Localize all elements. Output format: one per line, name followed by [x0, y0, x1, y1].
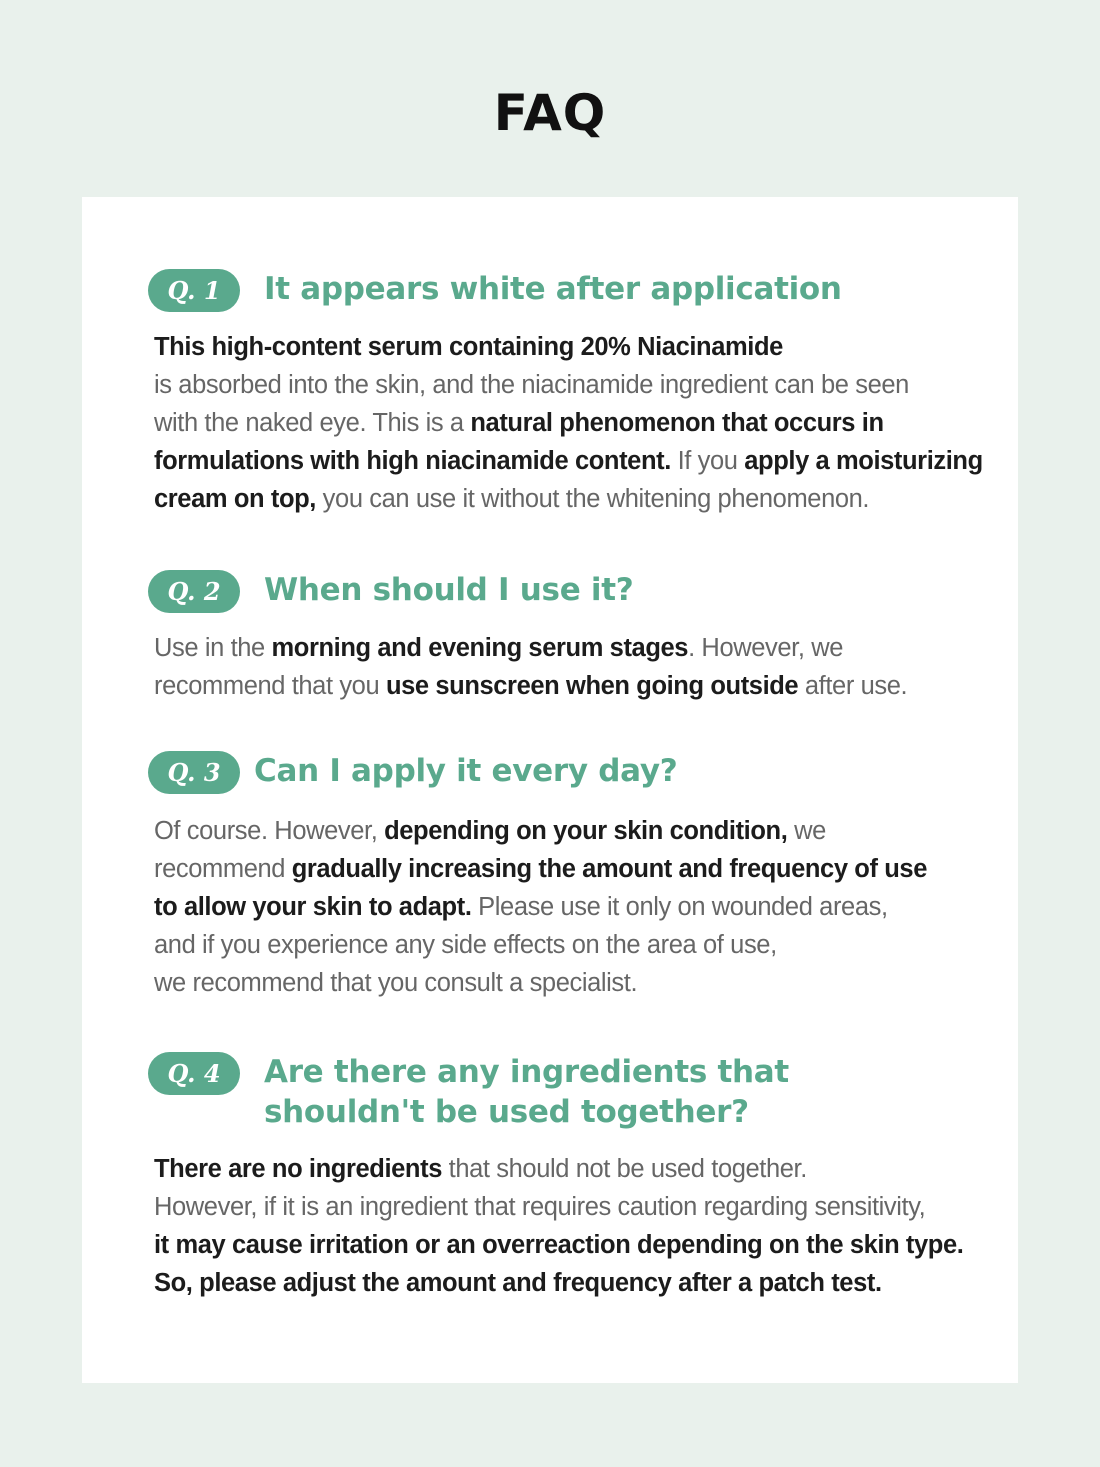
question-title: It appears white after application — [264, 271, 842, 307]
answer-emphasis: There are no ingredients — [154, 1155, 442, 1183]
answer-emphasis: apply a moisturizing — [744, 447, 983, 475]
question-title: Are there any ingredients that shouldn't be used together? — [264, 1054, 789, 1130]
answer-line — [154, 1264, 978, 1302]
answer-line — [154, 964, 978, 1002]
answer-emphasis: depending on your skin condition, — [384, 817, 788, 845]
question-badge: Q. 1 — [148, 269, 240, 312]
answer-line — [154, 366, 978, 404]
question-header — [148, 1052, 978, 1132]
answer-line — [154, 1226, 978, 1264]
faq-card — [82, 197, 1018, 1383]
answer-line — [154, 1150, 978, 1188]
answer-emphasis: formulations with high niacinamide content. — [154, 447, 671, 475]
answer-text — [154, 1150, 978, 1302]
answer-run: Use in the — [154, 634, 272, 662]
page-title: FAQ — [493, 84, 607, 142]
answer-line — [154, 442, 983, 480]
answer-text — [154, 629, 978, 705]
answer-run: after use. — [798, 672, 908, 700]
answer-emphasis: to allow your skin to adapt. — [154, 893, 472, 921]
faq-item-3 — [148, 751, 978, 1002]
answer-run: If you — [670, 447, 745, 475]
answer-line — [154, 404, 978, 442]
answer-emphasis: cream on top, — [154, 485, 316, 513]
answer-line — [154, 888, 978, 926]
answer-line — [154, 328, 978, 366]
question-badge: Q. 2 — [148, 570, 240, 613]
answer-run: you can use it without the whitening phenomenon. — [316, 485, 870, 513]
answer-emphasis: natural phenomenon that occurs in — [470, 409, 884, 437]
answer-run: we — [787, 817, 826, 845]
question-title: When should I use it? — [264, 572, 634, 608]
answer-line — [154, 480, 978, 518]
answer-line — [154, 629, 978, 667]
answer-emphasis: use sunscreen when going outside — [385, 672, 799, 700]
answer-line — [154, 926, 978, 964]
answer-line — [154, 1188, 978, 1226]
question-header — [148, 269, 978, 312]
question-badge: Q. 4 — [148, 1052, 240, 1095]
answer-text — [154, 812, 978, 1002]
answer-line — [154, 812, 978, 850]
faq-item-1 — [148, 269, 983, 518]
question-header — [148, 570, 978, 613]
answer-emphasis: So, please adjust the amount and frequency after a patch test. — [154, 1269, 882, 1297]
answer-line — [154, 850, 978, 888]
faq-item-4 — [148, 1052, 978, 1302]
answer-emphasis: This high-content serum containing 20% Niacinamide — [154, 333, 783, 361]
answer-emphasis: gradually increasing the amount and frequency of use — [291, 855, 927, 883]
answer-emphasis: it may cause irritation or an overreaction depending on the skin type. — [154, 1231, 964, 1259]
answer-line — [154, 667, 978, 705]
answer-run: we recommend that you consult a specialist. — [154, 969, 638, 997]
answer-run: . However, we — [688, 634, 844, 662]
question-badge: Q. 3 — [148, 751, 240, 794]
answer-run: recommend — [154, 855, 292, 883]
answer-run: Please use it only on wounded areas, — [471, 893, 888, 921]
answer-run: with the naked eye. This is a — [154, 409, 471, 437]
answer-run: recommend that you — [154, 672, 386, 700]
answer-run: that should not be used together. — [441, 1155, 807, 1183]
answer-run: and if you experience any side effects on the area of use, — [154, 931, 777, 959]
faq-item-2 — [148, 570, 978, 705]
answer-run: is absorbed into the skin, and the niacinamide ingredient can be seen — [154, 371, 909, 399]
answer-run: Of course. However, — [154, 817, 385, 845]
answer-text — [154, 328, 983, 518]
answer-emphasis: morning and evening serum stages — [271, 634, 689, 662]
question-title: Can I apply it every day? — [254, 753, 678, 789]
answer-run: However, if it is an ingredient that requires caution regarding sensitivity, — [154, 1193, 926, 1221]
question-header — [148, 751, 978, 794]
